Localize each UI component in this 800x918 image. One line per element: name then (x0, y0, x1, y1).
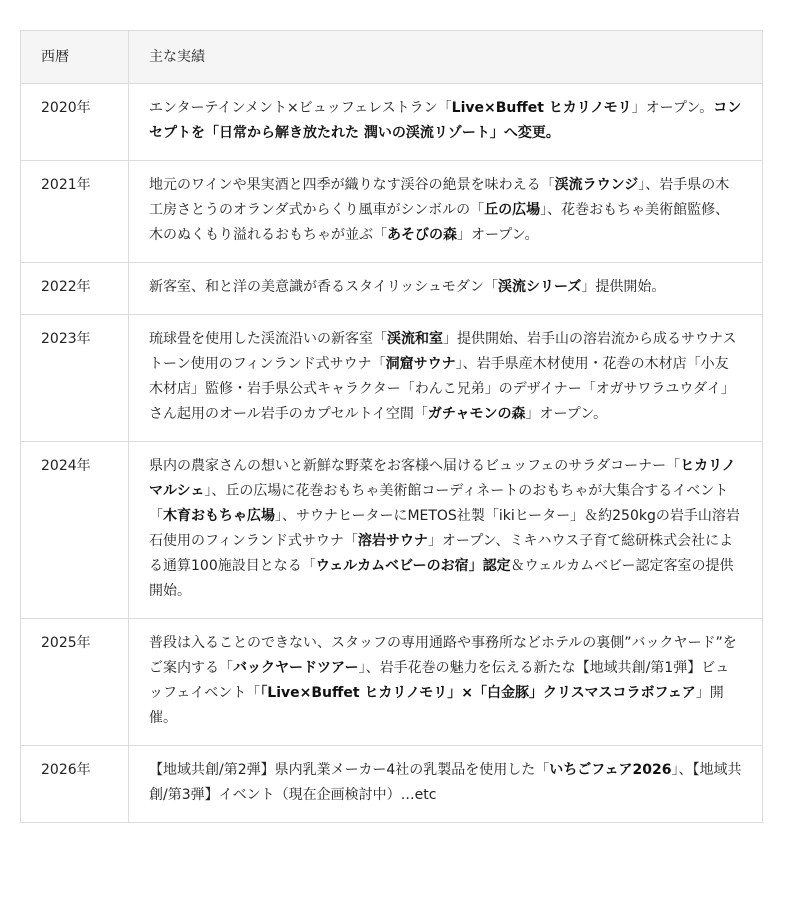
body-text: 」、【地域共創/第3弾】イベント（現在企画検討中）…etc (149, 762, 742, 803)
history-table-container (20, 30, 762, 823)
year-cell: 2026年 (21, 746, 129, 823)
body-text: 地元のワインや果実酒と四季が織りなす渓谷の絶景を味わえる「 (149, 177, 555, 193)
highlight-text: 渓流和室 (387, 331, 443, 347)
table-row (21, 619, 763, 746)
year-cell: 2021年 (21, 161, 129, 263)
body-text: 新客室、和と洋の美意識が香るスタイリッシュモダン「 (149, 279, 499, 295)
year-cell: 2024年 (21, 442, 129, 619)
achievement-cell (129, 442, 763, 619)
body-text: 【地域共創/第2弾】県内乳業メーカー4社の乳製品を使用した「 (149, 762, 550, 778)
table-header (21, 31, 763, 84)
table-row (21, 84, 763, 161)
year-cell: 2025年 (21, 619, 129, 746)
header-year: 西暦 (21, 31, 129, 84)
highlight-text: あそびの森 (387, 227, 457, 243)
header-achievements: 主な実績 (129, 31, 763, 84)
body-text: 」オープン、ミキハウス子育て総研株式会社による通算100施設目となる「 (149, 533, 734, 574)
achievement-cell (129, 619, 763, 746)
table-row (21, 315, 763, 442)
body-text: 琉球畳を使用した渓流沿いの新客室「 (149, 331, 387, 347)
achievement-cell (129, 84, 763, 161)
highlight-text: 「Live×Buffet ヒカリノモリ」×「白金豚」クリスマスコラボフェア (260, 685, 696, 701)
achievement-cell (129, 315, 763, 442)
body-text: 」、花巻おもちゃ美術館監修、木のぬくもり溢れるおもちゃが並ぶ「 (149, 202, 730, 243)
body-text: 」オープン。 (631, 100, 714, 116)
table-row (21, 263, 763, 315)
highlight-text: 木育おもちゃ広場 (163, 508, 275, 524)
highlight-text: 溶岩サウナ (357, 533, 428, 549)
highlight-text: 丘の広場 (484, 202, 541, 218)
body-text: 」、丘の広場に花巻おもちゃ美術館コーディネートのおもちゃが大集合するイベント「 (149, 483, 729, 524)
table-row (21, 442, 763, 619)
highlight-text: ヒカリノマルシェ (149, 458, 736, 499)
table-body (21, 84, 763, 823)
table-row (21, 161, 763, 263)
body-text: 」オープン。 (525, 406, 608, 422)
highlight-text: 洞窟サウナ (385, 356, 456, 372)
highlight-text: バックヤードツアー (233, 660, 359, 676)
body-text: ＆ウェルカムベビー認定客室の提供開始。 (149, 558, 734, 599)
body-text: 」提供開始。 (581, 279, 666, 295)
highlight-text: ウェルカムベビーのお宿」認定 (315, 558, 511, 574)
highlight-text: ガチャモンの森 (427, 406, 526, 422)
table-row (21, 746, 763, 823)
body-text: 」、岩手花巻の魅力を伝える新たな【地域共創/第1弾】ビュッフェイベント「 (149, 660, 730, 701)
body-text: 」、岩手県産木材使用・花巻の木材店「小友木材店」監修・岩手県公式キャラクター「わんこ兄弟」のデザイナー「オガサワラユウダイ」さん起用のオール岩手のカプセルトイ空間「 (149, 356, 735, 422)
achievement-cell (129, 263, 763, 315)
achievement-cell (129, 161, 763, 263)
year-cell: 2020年 (21, 84, 129, 161)
body-text: 」提供開始、岩手山の溶岩流から成るサウナストーン使用のフィンランド式サウナ「 (149, 331, 737, 372)
highlight-text: いちごフェア2026 (549, 762, 672, 778)
header-row (21, 31, 763, 84)
achievement-cell (129, 746, 763, 823)
body-text: 県内の農家さんの想いと新鮮な野菜をお客様へ届けるビュッフェのサラダコーナー「 (149, 458, 681, 474)
body-text: エンターテインメント×ビュッフェレストラン「 (149, 100, 452, 116)
body-text: 」開催。 (149, 685, 724, 726)
body-text: 普段は入ることのできない、スタッフの専用通路や事務所などホテルの裏側”バックヤード”をご案内する「 (149, 635, 737, 676)
body-text: 」オープン。 (457, 227, 539, 243)
highlight-text: 渓流シリーズ (498, 279, 582, 295)
body-text: 」、サウナヒーターにMETOS社製「ikiヒーター」＆約250kgの岩手山溶岩石使用のフィンランド式サウナ「 (149, 508, 740, 549)
body-text: 」、岩手県の木工房さとうのオランダ式からくり風車がシンボルの「 (149, 177, 730, 218)
highlight-text: 渓流ラウンジ (554, 177, 639, 193)
year-cell: 2022年 (21, 263, 129, 315)
highlight-text: Live×Buffet ヒカリノモリ (451, 100, 632, 116)
highlight-text: コンセプトを「日常から解き放たれた 潤いの渓流リゾート」へ変更。 (149, 100, 742, 141)
year-cell: 2023年 (21, 315, 129, 442)
history-table (20, 30, 763, 823)
